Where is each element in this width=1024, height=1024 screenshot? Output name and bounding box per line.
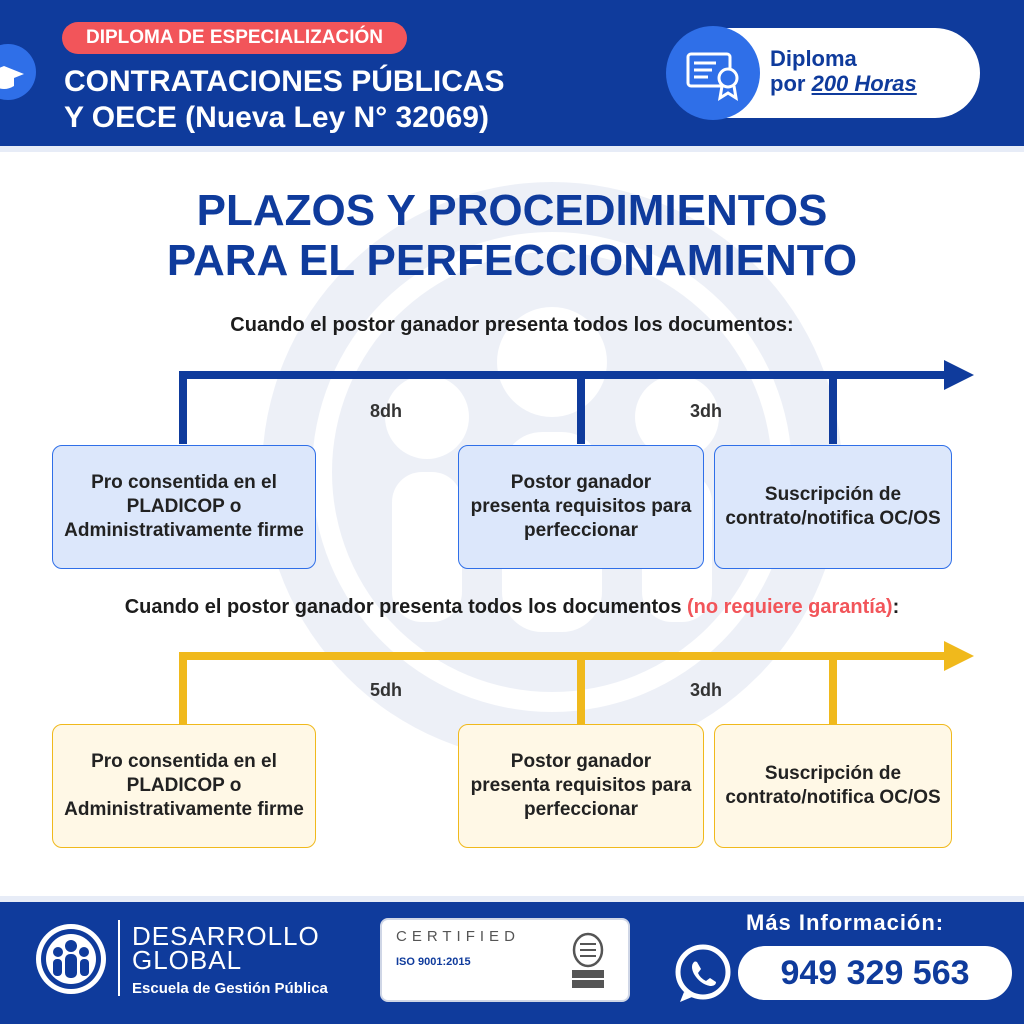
- section2-duration-a: 5dh: [370, 680, 403, 700]
- info-label: Más Información:: [746, 910, 945, 935]
- cert-iso: ISO 9001:2015: [396, 956, 471, 968]
- page-title-line2: PARA EL PERFECCIONAMIENTO: [166, 236, 858, 285]
- page-title-line1: PLAZOS Y PROCEDIMIENTOS: [196, 186, 828, 235]
- brand-name: [132, 921, 328, 997]
- header-divider: [0, 146, 1024, 152]
- brand-tagline: Escuela de Gestión Pública: [132, 980, 328, 997]
- section1-step-3: Suscripción de contrato/notifica OC/OS: [714, 445, 952, 569]
- section1-duration-a: 8dh: [370, 401, 403, 421]
- diploma-label: Diploma: [770, 46, 857, 71]
- footer-divider: [0, 896, 1024, 902]
- course-title-line1: CONTRATACIONES PÚBLICAS: [64, 65, 505, 98]
- diploma-hours-line: [770, 71, 917, 96]
- section1-step-2: Postor ganador presenta requisitos para perfeccionar: [458, 445, 704, 569]
- section1-step-1: Pro consentida en el PLADICOP o Administrativamente firme: [52, 445, 316, 569]
- section2-note: (no requiere garantía): [687, 596, 893, 618]
- iso-certificate-badge: [380, 918, 630, 1002]
- phone-number[interactable]: 949 329 563: [738, 946, 1012, 1000]
- diploma-hours-text: [770, 46, 917, 96]
- section1-timeline: [0, 358, 1024, 448]
- diploma-hours: 200 Horas: [811, 71, 917, 96]
- section1-duration-b: 3dh: [690, 401, 723, 421]
- course-badge: DIPLOMA DE ESPECIALIZACIÓN: [62, 22, 407, 54]
- whatsapp-icon[interactable]: [672, 942, 734, 1004]
- section2-subtitle: [0, 596, 1024, 619]
- section2-arrow-head: [944, 641, 974, 671]
- section2-timeline: [0, 640, 1024, 730]
- section1-arrow-head: [944, 360, 974, 390]
- section2-duration-b: 3dh: [690, 680, 723, 700]
- brand-logo-icon: [36, 924, 106, 994]
- graduation-cap-icon: [0, 44, 36, 100]
- section2-step-1: Pro consentida en el PLADICOP o Administrativamente firme: [52, 724, 316, 848]
- cert-title: CERTIFIED: [396, 928, 520, 945]
- course-title-line2: Y OECE (Nueva Ley N° 32069): [64, 101, 489, 134]
- section1-subtitle: Cuando el postor ganador presenta todos los documentos:: [230, 314, 794, 336]
- section2-colon: :: [892, 596, 900, 618]
- page-title: [0, 186, 1024, 286]
- diploma-por: por: [770, 71, 806, 96]
- brand-separator: [118, 920, 120, 996]
- section2-step-2: Postor ganador presenta requisitos para perfeccionar: [458, 724, 704, 848]
- section2-subtitle-text: Cuando el postor ganador presenta todos los documentos: [124, 596, 682, 618]
- brand-line1: DESARROLLO: [132, 921, 320, 951]
- bureau-veritas-seal-icon: [566, 930, 610, 990]
- course-title: [64, 64, 505, 136]
- certificate-icon: [666, 26, 760, 120]
- brand-line2: GLOBAL: [132, 945, 243, 975]
- section2-step-3: Suscripción de contrato/notifica OC/OS: [714, 724, 952, 848]
